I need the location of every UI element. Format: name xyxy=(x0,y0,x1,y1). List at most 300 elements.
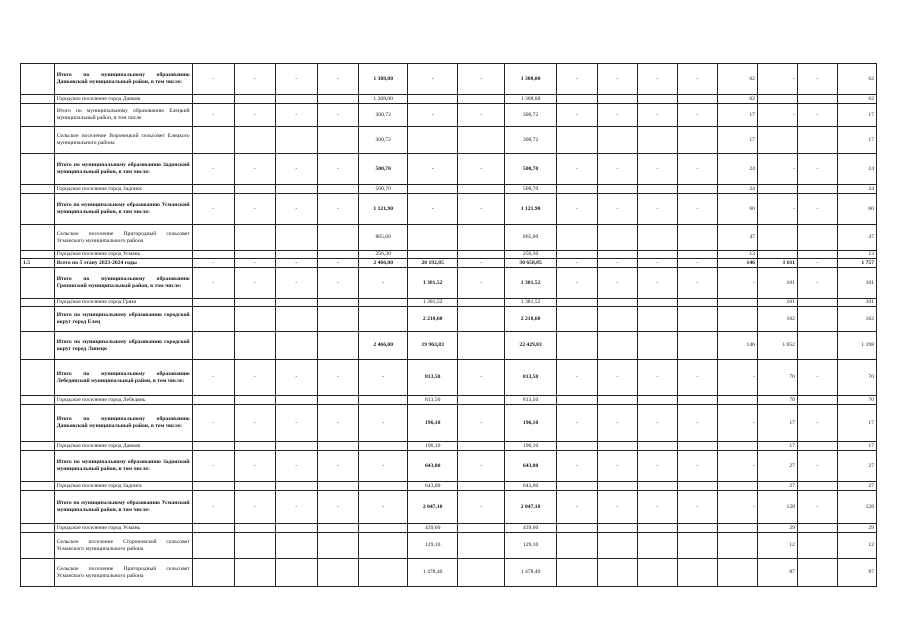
cell-col-7: 256,30 xyxy=(358,251,407,259)
cell-col-15 xyxy=(717,442,757,451)
cell-col-12 xyxy=(597,533,637,559)
cell-col-3: - xyxy=(192,268,234,299)
cell-col-6 xyxy=(317,95,358,104)
cell-col-9 xyxy=(457,524,504,533)
row-number xyxy=(21,225,55,251)
cell-col-8: 643,00 xyxy=(408,451,457,482)
table-row xyxy=(21,268,877,299)
cell-col-10: 22 429,83 xyxy=(505,332,557,360)
cell-col-10: 1 478,40 xyxy=(505,559,557,587)
data-table xyxy=(20,63,877,587)
cell-col-14 xyxy=(677,225,717,251)
cell-col-13 xyxy=(637,533,677,559)
cell-col-15: - xyxy=(717,405,757,442)
cell-col-17 xyxy=(797,524,837,533)
table-row xyxy=(21,533,877,559)
row-number xyxy=(21,396,55,405)
cell-col-4: - xyxy=(234,64,275,95)
cell-col-16: 17 xyxy=(757,442,797,451)
cell-col-10: 196,10 xyxy=(505,405,557,442)
cell-col-18: 24 xyxy=(837,154,876,185)
cell-col-6 xyxy=(317,127,358,154)
cell-col-7: - xyxy=(358,268,407,299)
cell-col-14: - xyxy=(677,451,717,482)
cell-col-3: - xyxy=(192,360,234,396)
row-number xyxy=(21,491,55,524)
row-number xyxy=(21,268,55,299)
cell-col-17: - xyxy=(797,154,837,185)
cell-col-13 xyxy=(637,482,677,491)
cell-col-11: - xyxy=(556,194,597,225)
cell-col-4 xyxy=(234,332,275,360)
row-name: Итого по муниципальному образованию Задонский муниципальный район, в том числе: xyxy=(54,154,192,185)
cell-col-10: 2 047,10 xyxy=(505,491,557,524)
cell-col-7: 2 466,00 xyxy=(358,259,407,268)
cell-col-15: 24 xyxy=(717,185,757,194)
cell-col-16: 1 611 xyxy=(757,259,797,268)
cell-col-13: - xyxy=(637,405,677,442)
cell-col-18: 17 xyxy=(837,405,876,442)
cell-col-3 xyxy=(192,307,234,332)
cell-col-6: - xyxy=(317,154,358,185)
cell-col-13: - xyxy=(637,64,677,95)
cell-col-12 xyxy=(597,127,637,154)
row-name: Итого по муниципальному образованию Данковский муниципальный район, в том числе: xyxy=(54,64,192,95)
row-name: Сельское поселение Пригородный сельсовет Усманского муниципального района xyxy=(54,559,192,587)
cell-col-10: 30 658,85 xyxy=(505,259,557,268)
cell-col-18: 27 xyxy=(837,451,876,482)
table-row xyxy=(21,127,877,154)
cell-col-17 xyxy=(797,299,837,307)
cell-col-9 xyxy=(457,442,504,451)
cell-col-17: - xyxy=(797,451,837,482)
cell-col-14 xyxy=(677,442,717,451)
table-row xyxy=(21,95,877,104)
cell-col-15 xyxy=(717,533,757,559)
cell-col-16: - xyxy=(757,104,797,127)
cell-col-10: 300,72 xyxy=(505,104,557,127)
cell-col-10: 1 308,00 xyxy=(505,95,557,104)
row-number xyxy=(21,332,55,360)
cell-col-8 xyxy=(408,127,457,154)
row-name: Итого по муниципальному образованию городской округ город Елец xyxy=(54,307,192,332)
cell-col-8 xyxy=(408,95,457,104)
cell-col-4: - xyxy=(234,268,275,299)
cell-col-17 xyxy=(797,95,837,104)
cell-col-11: - xyxy=(556,154,597,185)
cell-col-7 xyxy=(358,396,407,405)
table-row xyxy=(21,396,877,405)
cell-col-9 xyxy=(457,225,504,251)
cell-col-14 xyxy=(677,559,717,587)
cell-col-14 xyxy=(677,332,717,360)
cell-col-9: - xyxy=(457,491,504,524)
cell-col-15: 62 xyxy=(717,95,757,104)
cell-col-9: - xyxy=(457,259,504,268)
cell-col-10: 643,00 xyxy=(505,451,557,482)
cell-col-5 xyxy=(275,559,317,587)
cell-col-3: - xyxy=(192,154,234,185)
cell-col-4 xyxy=(234,225,275,251)
cell-col-15: - xyxy=(717,451,757,482)
cell-col-16: 101 xyxy=(757,268,797,299)
cell-col-18: 60 xyxy=(837,194,876,225)
cell-col-8: - xyxy=(408,154,457,185)
cell-col-17: - xyxy=(797,268,837,299)
table-row xyxy=(21,491,877,524)
cell-col-9 xyxy=(457,95,504,104)
cell-col-7: - xyxy=(358,405,407,442)
cell-col-4 xyxy=(234,127,275,154)
cell-col-17: - xyxy=(797,194,837,225)
cell-col-8: 19 963,83 xyxy=(408,332,457,360)
cell-col-12 xyxy=(597,251,637,259)
cell-col-12: - xyxy=(597,259,637,268)
cell-col-7: 1 308,00 xyxy=(358,64,407,95)
cell-col-12: - xyxy=(597,268,637,299)
cell-col-7: 300,72 xyxy=(358,104,407,127)
cell-col-8: 28 192,85 xyxy=(408,259,457,268)
cell-col-4: - xyxy=(234,405,275,442)
cell-col-16 xyxy=(757,251,797,259)
cell-col-6 xyxy=(317,225,358,251)
cell-col-11 xyxy=(556,185,597,194)
cell-col-9 xyxy=(457,251,504,259)
cell-col-13 xyxy=(637,225,677,251)
cell-col-18: 29 xyxy=(837,524,876,533)
cell-col-17 xyxy=(797,307,837,332)
cell-col-11 xyxy=(556,225,597,251)
cell-col-12 xyxy=(597,524,637,533)
cell-col-11 xyxy=(556,127,597,154)
cell-col-9 xyxy=(457,559,504,587)
cell-col-7 xyxy=(358,307,407,332)
cell-col-10: 196,10 xyxy=(505,442,557,451)
cell-col-10: 300,72 xyxy=(505,127,557,154)
cell-col-15: 17 xyxy=(717,127,757,154)
cell-col-11 xyxy=(556,299,597,307)
cell-col-12 xyxy=(597,332,637,360)
cell-col-5: - xyxy=(275,268,317,299)
cell-col-16 xyxy=(757,225,797,251)
cell-col-6: - xyxy=(317,104,358,127)
cell-col-17 xyxy=(797,559,837,587)
cell-col-14 xyxy=(677,185,717,194)
cell-col-12 xyxy=(597,185,637,194)
cell-col-11: - xyxy=(556,259,597,268)
cell-col-13: - xyxy=(637,451,677,482)
cell-col-14: - xyxy=(677,104,717,127)
cell-col-17 xyxy=(797,185,837,194)
cell-col-8: 1 381,52 xyxy=(408,268,457,299)
cell-col-12 xyxy=(597,225,637,251)
row-number xyxy=(21,451,55,482)
row-number xyxy=(21,482,55,491)
cell-col-5 xyxy=(275,127,317,154)
cell-col-3 xyxy=(192,127,234,154)
cell-col-5 xyxy=(275,396,317,405)
cell-col-15 xyxy=(717,299,757,307)
cell-col-13 xyxy=(637,332,677,360)
cell-col-5 xyxy=(275,95,317,104)
cell-col-5 xyxy=(275,307,317,332)
cell-col-18: 1 757 xyxy=(837,259,876,268)
cell-col-15: 60 xyxy=(717,194,757,225)
cell-col-14: - xyxy=(677,360,717,396)
row-name: Городское поселение город Данков xyxy=(54,442,192,451)
row-name: Сельское поселение Стороновской сельсовет Усманского муниципального района xyxy=(54,533,192,559)
program-table xyxy=(20,63,877,607)
cell-col-9: - xyxy=(457,268,504,299)
cell-col-15: 17 xyxy=(717,104,757,127)
cell-col-11: - xyxy=(556,64,597,95)
cell-col-6: - xyxy=(317,64,358,95)
cell-col-6 xyxy=(317,533,358,559)
table-row xyxy=(21,442,877,451)
cell-col-4 xyxy=(234,559,275,587)
cell-col-3 xyxy=(192,251,234,259)
row-name: Городское поселение город Задонск xyxy=(54,185,192,194)
cell-col-8 xyxy=(408,251,457,259)
cell-col-14 xyxy=(677,299,717,307)
cell-col-12 xyxy=(597,442,637,451)
cell-col-16: 70 xyxy=(757,396,797,405)
cell-col-18: 24 xyxy=(837,185,876,194)
cell-col-13 xyxy=(637,251,677,259)
row-name: Итого по муниципальному образованию Данковский муниципальный район, в том числе: xyxy=(54,405,192,442)
cell-col-18: 128 xyxy=(837,491,876,524)
cell-col-16: - xyxy=(757,154,797,185)
cell-col-5: - xyxy=(275,259,317,268)
cell-col-8 xyxy=(408,225,457,251)
row-number xyxy=(21,533,55,559)
cell-col-18: 101 xyxy=(837,268,876,299)
cell-col-15: 13 xyxy=(717,251,757,259)
row-name: Итого по муниципальному образованию Задонский муниципальный район, в том числе: xyxy=(54,451,192,482)
cell-col-12: - xyxy=(597,360,637,396)
row-number xyxy=(21,64,55,95)
table-row xyxy=(21,307,877,332)
cell-col-17: - xyxy=(797,405,837,442)
cell-col-17 xyxy=(797,332,837,360)
cell-col-13 xyxy=(637,559,677,587)
cell-col-9: - xyxy=(457,360,504,396)
cell-col-4: - xyxy=(234,259,275,268)
cell-col-9: - xyxy=(457,64,504,95)
cell-col-14: - xyxy=(677,491,717,524)
cell-col-6 xyxy=(317,524,358,533)
cell-col-11: - xyxy=(556,451,597,482)
cell-col-7 xyxy=(358,442,407,451)
cell-col-16: - xyxy=(757,194,797,225)
cell-col-15: - xyxy=(717,491,757,524)
cell-col-8: 813,50 xyxy=(408,360,457,396)
cell-col-9 xyxy=(457,185,504,194)
cell-col-5 xyxy=(275,482,317,491)
cell-col-7 xyxy=(358,533,407,559)
cell-col-15 xyxy=(717,524,757,533)
cell-col-17 xyxy=(797,482,837,491)
cell-col-5 xyxy=(275,251,317,259)
cell-col-10: 813,50 xyxy=(505,360,557,396)
cell-col-11 xyxy=(556,251,597,259)
row-number xyxy=(21,194,55,225)
row-name: Итого по муниципальному образованию Усманский муниципальный район, в том числе: xyxy=(54,194,192,225)
cell-col-18: 62 xyxy=(837,64,876,95)
row-number xyxy=(21,127,55,154)
cell-col-6 xyxy=(317,482,358,491)
cell-col-3: - xyxy=(192,451,234,482)
cell-col-10: 1 381,52 xyxy=(505,268,557,299)
cell-col-15: - xyxy=(717,268,757,299)
cell-col-12: - xyxy=(597,154,637,185)
cell-col-13: - xyxy=(637,360,677,396)
cell-col-13 xyxy=(637,127,677,154)
table-body xyxy=(21,64,877,587)
cell-col-8: 2 218,60 xyxy=(408,307,457,332)
cell-col-7: 865,60 xyxy=(358,225,407,251)
cell-col-13: - xyxy=(637,194,677,225)
row-name: Итого по муниципальному образованию городской округ город Липецк xyxy=(54,332,192,360)
cell-col-5 xyxy=(275,299,317,307)
cell-col-4: - xyxy=(234,491,275,524)
cell-col-14: - xyxy=(677,154,717,185)
cell-col-14: - xyxy=(677,259,717,268)
cell-col-16: - xyxy=(757,64,797,95)
cell-col-8: - xyxy=(408,194,457,225)
row-name: Городское поселение город Задонск xyxy=(54,482,192,491)
cell-col-5 xyxy=(275,524,317,533)
cell-col-16 xyxy=(757,95,797,104)
cell-col-3: - xyxy=(192,64,234,95)
cell-col-12 xyxy=(597,95,637,104)
cell-col-8: 439,60 xyxy=(408,524,457,533)
cell-col-18: 13 xyxy=(837,251,876,259)
cell-col-6 xyxy=(317,251,358,259)
cell-col-11: - xyxy=(556,360,597,396)
row-number xyxy=(21,360,55,396)
cell-col-12: - xyxy=(597,491,637,524)
table-row xyxy=(21,194,877,225)
table-row xyxy=(21,299,877,307)
cell-col-4: - xyxy=(234,154,275,185)
cell-col-14 xyxy=(677,482,717,491)
cell-col-13: - xyxy=(637,154,677,185)
cell-col-8: 129,10 xyxy=(408,533,457,559)
cell-col-16: 70 xyxy=(757,360,797,396)
cell-col-4: - xyxy=(234,104,275,127)
cell-col-13 xyxy=(637,299,677,307)
cell-col-13 xyxy=(637,442,677,451)
cell-col-18: 62 xyxy=(837,95,876,104)
cell-col-9: - xyxy=(457,194,504,225)
table-row xyxy=(21,405,877,442)
cell-col-11: - xyxy=(556,491,597,524)
row-number xyxy=(21,299,55,307)
cell-col-18: 17 xyxy=(837,104,876,127)
cell-col-11 xyxy=(556,307,597,332)
cell-col-6: - xyxy=(317,451,358,482)
cell-col-13 xyxy=(637,185,677,194)
row-number xyxy=(21,524,55,533)
cell-col-17 xyxy=(797,442,837,451)
cell-col-3: - xyxy=(192,194,234,225)
cell-col-10: 865,60 xyxy=(505,225,557,251)
row-number xyxy=(21,307,55,332)
cell-col-16 xyxy=(757,127,797,154)
cell-col-13 xyxy=(637,307,677,332)
row-number xyxy=(21,185,55,194)
cell-col-8: 643,00 xyxy=(408,482,457,491)
cell-col-17: - xyxy=(797,259,837,268)
cell-col-12: - xyxy=(597,64,637,95)
cell-col-5: - xyxy=(275,194,317,225)
cell-col-8: - xyxy=(408,64,457,95)
cell-col-6: - xyxy=(317,259,358,268)
cell-col-10: 256,30 xyxy=(505,251,557,259)
cell-col-11: - xyxy=(556,104,597,127)
cell-col-5: - xyxy=(275,451,317,482)
cell-col-9 xyxy=(457,299,504,307)
cell-col-12: - xyxy=(597,451,637,482)
cell-col-3: - xyxy=(192,259,234,268)
cell-col-4: - xyxy=(234,194,275,225)
cell-col-16: 128 xyxy=(757,491,797,524)
cell-col-16 xyxy=(757,185,797,194)
cell-col-4 xyxy=(234,251,275,259)
cell-col-4 xyxy=(234,482,275,491)
cell-col-3 xyxy=(192,299,234,307)
table-row xyxy=(21,64,877,95)
row-number: 1.5 xyxy=(21,259,55,268)
cell-col-10: 643,00 xyxy=(505,482,557,491)
cell-col-17 xyxy=(797,533,837,559)
cell-col-13 xyxy=(637,95,677,104)
cell-col-4: - xyxy=(234,360,275,396)
cell-col-6: - xyxy=(317,405,358,442)
cell-col-9: - xyxy=(457,405,504,442)
cell-col-15: 47 xyxy=(717,225,757,251)
cell-col-6 xyxy=(317,442,358,451)
cell-col-17: - xyxy=(797,64,837,95)
row-number xyxy=(21,442,55,451)
cell-col-3 xyxy=(192,185,234,194)
cell-col-15 xyxy=(717,396,757,405)
cell-col-6 xyxy=(317,396,358,405)
cell-col-12 xyxy=(597,559,637,587)
row-number xyxy=(21,251,55,259)
cell-col-8: 196,10 xyxy=(408,405,457,442)
cell-col-11: - xyxy=(556,268,597,299)
cell-col-7: 1 308,00 xyxy=(358,95,407,104)
cell-col-16: 17 xyxy=(757,405,797,442)
cell-col-13: - xyxy=(637,104,677,127)
cell-col-17 xyxy=(797,251,837,259)
cell-col-7: 2 466,00 xyxy=(358,332,407,360)
cell-col-8: 1 478,40 xyxy=(408,559,457,587)
cell-col-13 xyxy=(637,524,677,533)
table-row xyxy=(21,154,877,185)
cell-col-4 xyxy=(234,533,275,559)
cell-col-18: 27 xyxy=(837,482,876,491)
cell-col-7 xyxy=(358,482,407,491)
cell-col-10: 813,50 xyxy=(505,396,557,405)
row-name: Городское поселение город Усмань xyxy=(54,524,192,533)
cell-col-7 xyxy=(358,524,407,533)
cell-col-13: - xyxy=(637,268,677,299)
cell-col-10: 1 308,00 xyxy=(505,64,557,95)
cell-col-6 xyxy=(317,559,358,587)
